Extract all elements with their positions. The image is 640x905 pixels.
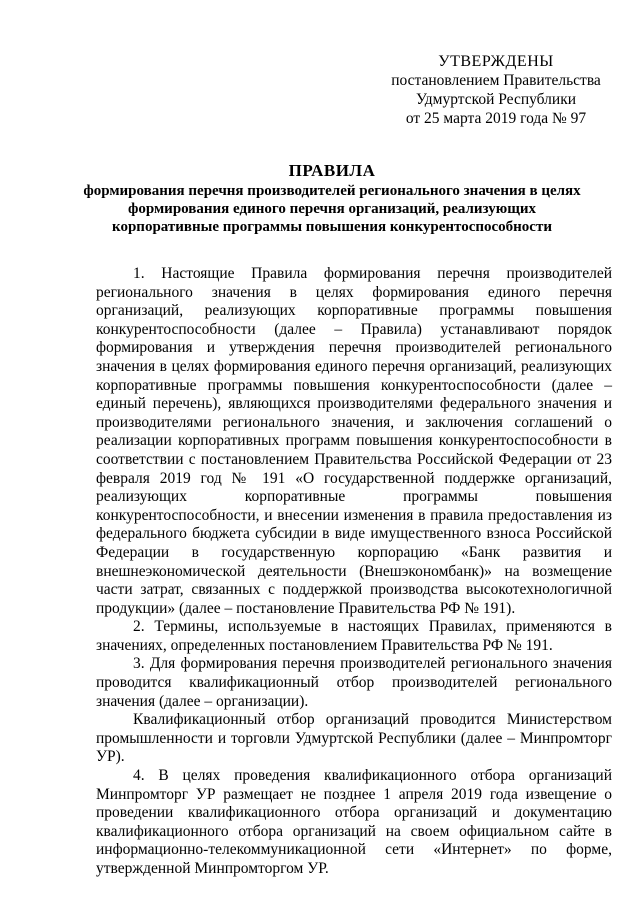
- approval-heading: УТВЕРЖДЕНЫ: [438, 53, 554, 70]
- document-title: ПРАВИЛА: [288, 161, 376, 180]
- paragraph-1: 1. Настоящие Правила формирования перечня производителей регионального значения в целях формирования единого перечня организаций, реализующих корпоративные программы повышения конкурентоспособности (далее – Правила) устанавливают порядок формирования и утверждения перечня производителей регионального значения в целях формирования единого перечня организаций, реализующих корпоративные программы повышения конкурентоспособности (далее – единый перечень), являющихся производителями федерального значения и производителями регионального значения, и заключения соглашений о реализации корпоративных программ повышения конкурентоспособности в соответствии с постановлением Правительства Российской Федерации от 23 февраля 2019 год № 191 «О государственной поддержке организаций, реализующих корпоративные программы повышения конкурентоспособности, и внесении изменения в правила предоставления из федерального бюджета субсидии в виде имущественного взноса Российской Федерации в государственную корпорацию «Банк развития и внешнеэкономической деятельности (Внешэкономбанк)» на возмещение части затрат, связанных с поддержкой производства высокотехнологичной продукции» (далее – постановление Правительства РФ № 191).: [96, 265, 612, 617]
- paragraph-3: 3. Для формирования перечня производителей регионального значения проводится квалификационный отбор производителей регионального значения (далее – организации).: [96, 655, 612, 710]
- document-body: [96, 265, 612, 879]
- document-subtitle-line-3: корпоративные программы повышения конкурентоспособности: [112, 219, 552, 235]
- approval-line-resolution: постановлением Правительства: [391, 72, 601, 89]
- document-title-block: [80, 160, 584, 236]
- approval-stamp: [380, 52, 612, 128]
- paragraph-4: 4. В целях проведения квалификационного отбора организаций Минпромторг УР размещает не позднее 1 апреля 2019 года извещение о проведении квалификационного отбора организаций и документацию квалификационного отбора организаций на своем официальном сайте в информационно-телекоммуникационной сети «Интернет» по форме, утвержденной Минпромторгом УР.: [96, 767, 612, 877]
- approval-line-date: от 25 марта 2019 года № 97: [405, 110, 587, 127]
- document-subtitle-line-2: формирования единого перечня организаций, реализующих: [127, 201, 537, 217]
- document-subtitle-line-1: формирования перечня производителей регионального значения в целях: [83, 183, 581, 199]
- paragraph-2: 2. Термины, используемые в настоящих Правилах, применяются в значениях, определенных постановлением Правительства РФ № 191.: [96, 618, 612, 654]
- paragraph-3-continued: Квалификационный отбор организаций проводится Министерством промышленности и торговли Удмуртской Республики (далее – Минпромторг УР).: [96, 711, 612, 766]
- approval-line-republic: Удмуртской Республики: [415, 91, 577, 108]
